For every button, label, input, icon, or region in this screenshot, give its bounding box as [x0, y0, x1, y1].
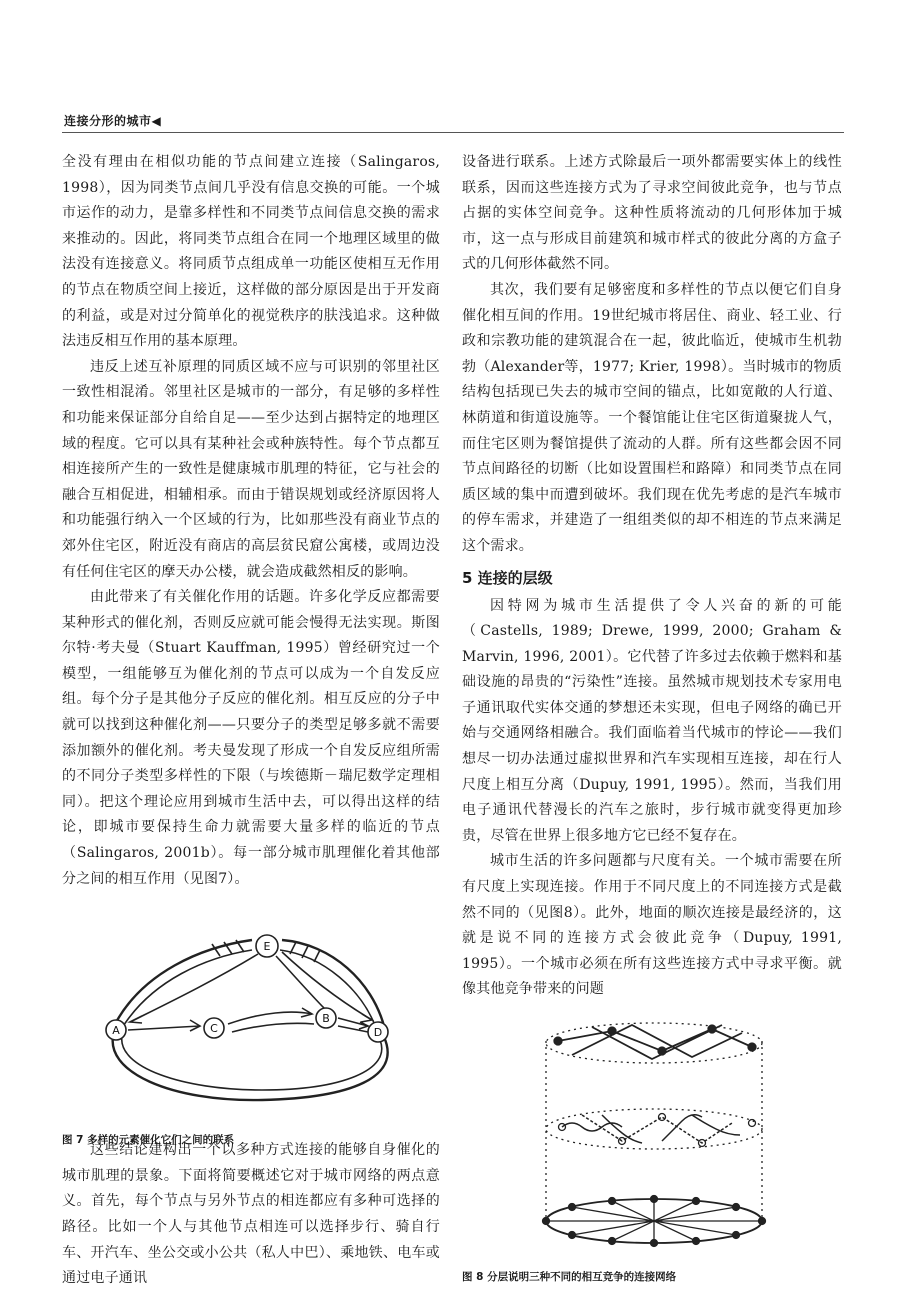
paragraph-left-1: 全没有理由在相似功能的节点间建立连接（Salingaros, 1998），因为同类节点间几乎没有信息交换的可能。一个城市运作的动力，是靠多样性和不同类节点间信息交换的需求来推动的。因此，将同类节点组合在同一个地理区域里的做法没有连接意义。将同质节点组成单一功能区使相互无作用的节点在物质空间上接近，这样做的部分原因是出于开发商的利益，或是对过分简单化的视觉秩序的肤浅追求。这种做法违反相互作用的基本原理。 [62, 154, 440, 350]
right-column [462, 150, 842, 1283]
figure-8-caption: 图 8 分层说明三种不同的相互竞争的连接网络 [462, 1271, 677, 1283]
paragraph-right-4: 城市生活的许多问题都与尺度有关。一个城市需要在所有尺度上实现连接。作用于不同尺度上的不同连接方式是截然不同的（见图8）。此外，地面的顺次连接是最经济的，这就是说不同的连接方式会彼此竞争（Dupuy, 1991, 1995）。一个城市必须在所有这些连接方式中寻求平衡。就像其他竞争带来的问题 [462, 853, 842, 998]
paragraph-right-1: 设备进行联系。上述方式除最后一项外都需要实体上的线性联系，因而这些连接方式为了寻求空间彼此竞争，也与节点占据的实体空间竞争。这种性质将流动的几何形体加于城市，这一点与形成目前建筑和城市样式的彼此分离的方盒子式的几何形体截然不同。 [462, 154, 842, 273]
node-label-d: D [373, 1026, 383, 1040]
header-rule [62, 132, 844, 133]
paragraph-left-4: 这些结论建构出一个以多种方式连接的能够自身催化的城市肌理的景象。下面将简要概述它对于城市网络的两点意义。首先，每个节点与另外节点的相连都应有多种可选择的路径。比如一个人与其他节点相连可以选择步行、骑自行车、开汽车、坐公交或小公共（私人中巴）、乘地铁、电车或通过电子通讯 [62, 1142, 440, 1287]
figure-7-caption: 图 7 多样的元素催化它们之间的联系 [62, 1134, 235, 1147]
figure-7-illustration [62, 902, 440, 1124]
figure-7 [62, 902, 440, 1147]
paragraph-right-3: 因特网为城市生活提供了令人兴奋的新的可能（Castells, 1989; Drewe, 1999, 2000; Graham & Marvin, 1996, 2001）。它代替了许多过去依赖于燃料和基础设施的昂贵的“污染性”连接。虽然城市规划技术专家用电子通讯取代实体交通的梦想还未实现，但电子网络的确已开始与交通网络相融合。我们面临着当代城市的悖论——我们想尽一切办法通过虚拟世界和汽车实现相互连接，却在行人尺度上相互分离（Dupuy, 1991, 1995）。然而，当我们用电子通讯代替漫长的汽车之旅时，步行城市就变得更加珍贵，尽管在世界上很多地方它已经不复存在。 [462, 597, 842, 844]
node-label-a: A [112, 1024, 120, 1038]
paragraph-left-2: 违反上述互补原理的同质区域不应与可识别的邻里社区一致性相混淆。邻里社区是城市的一部分，有足够的多样性和功能来保证部分自给自足——至少达到占据特定的地理区域的程度。它可以具有某种社会或种族特性。每个节点都互相连接所产生的一致性是健康城市肌理的特征，它与社会的融合互相促进，相辅相承。而由于错误规划或经济原因将人和功能强行纳入一个区域的行为，比如那些没有商业节点的郊外住宅区，附近没有商店的高层贫民窟公寓楼，或周边没有任何住宅区的摩天办公楼，就会造成截然相反的影响。 [62, 358, 440, 580]
node-label-b: B [322, 1012, 330, 1026]
figure-8-illustration [462, 1011, 842, 1261]
left-column [62, 150, 440, 1292]
paragraph-left-3: 由此带来了有关催化作用的话题。许多化学反应都需要某种形式的催化剂，否则反应就可能会慢得无法实现。斯图尔特·考夫曼（Stuart Kauffman, 1995）曾经研究过一个模型，一组能够互为催化剂的节点可以成为一个自发反应组。每个分子是其他分子反应的催化剂。相互反应的分子中就可以找到这种催化剂——只要分子的类型足够多就不需要添加额外的催化剂。考夫曼发现了形成一个自发反应组所需的不同分子类型多样性的下限（与埃德斯－瑞尼数学定理相同）。把这个理论应用到城市生活中去，可以得出这样的结论，即城市要保持生命力就需要大量多样的临近的节点（Salingaros, 2001b）。每一部分城市肌理催化着其他部分之间的相互作用（见图7）。 [62, 589, 440, 887]
paragraph-right-2: 其次，我们要有足够密度和多样性的节点以便它们自身催化相互间的作用。19世纪城市将居住、商业、轻工业、行政和宗教功能的建筑混合在一起，彼此临近，使城市生机勃勃（Alexander等，1977; Krier, 1998）。当时城市的物质结构包括现已失去的城市空间的锚点，比如宽敞的人行道、林荫道和街道设施等。一个餐馆能让住宅区街道聚拢人气，而住宅区则为餐馆提供了流动的人群。所有这些都会因不同节点间路径的切断（比如设置围栏和路障）和同类节点在同质区域的集中而遭到破坏。我们现在优先考虑的是汽车城市的停车需求，并建造了一组组类似的却不相连的节点来满足这个需求。 [462, 281, 842, 554]
node-label-c: C [210, 1022, 218, 1036]
running-head: 连接分形的城市◀ [64, 114, 162, 128]
section-heading: 5 连接的层级 [462, 568, 553, 587]
node-label-e: E [263, 940, 271, 954]
figure-8 [462, 1011, 842, 1283]
